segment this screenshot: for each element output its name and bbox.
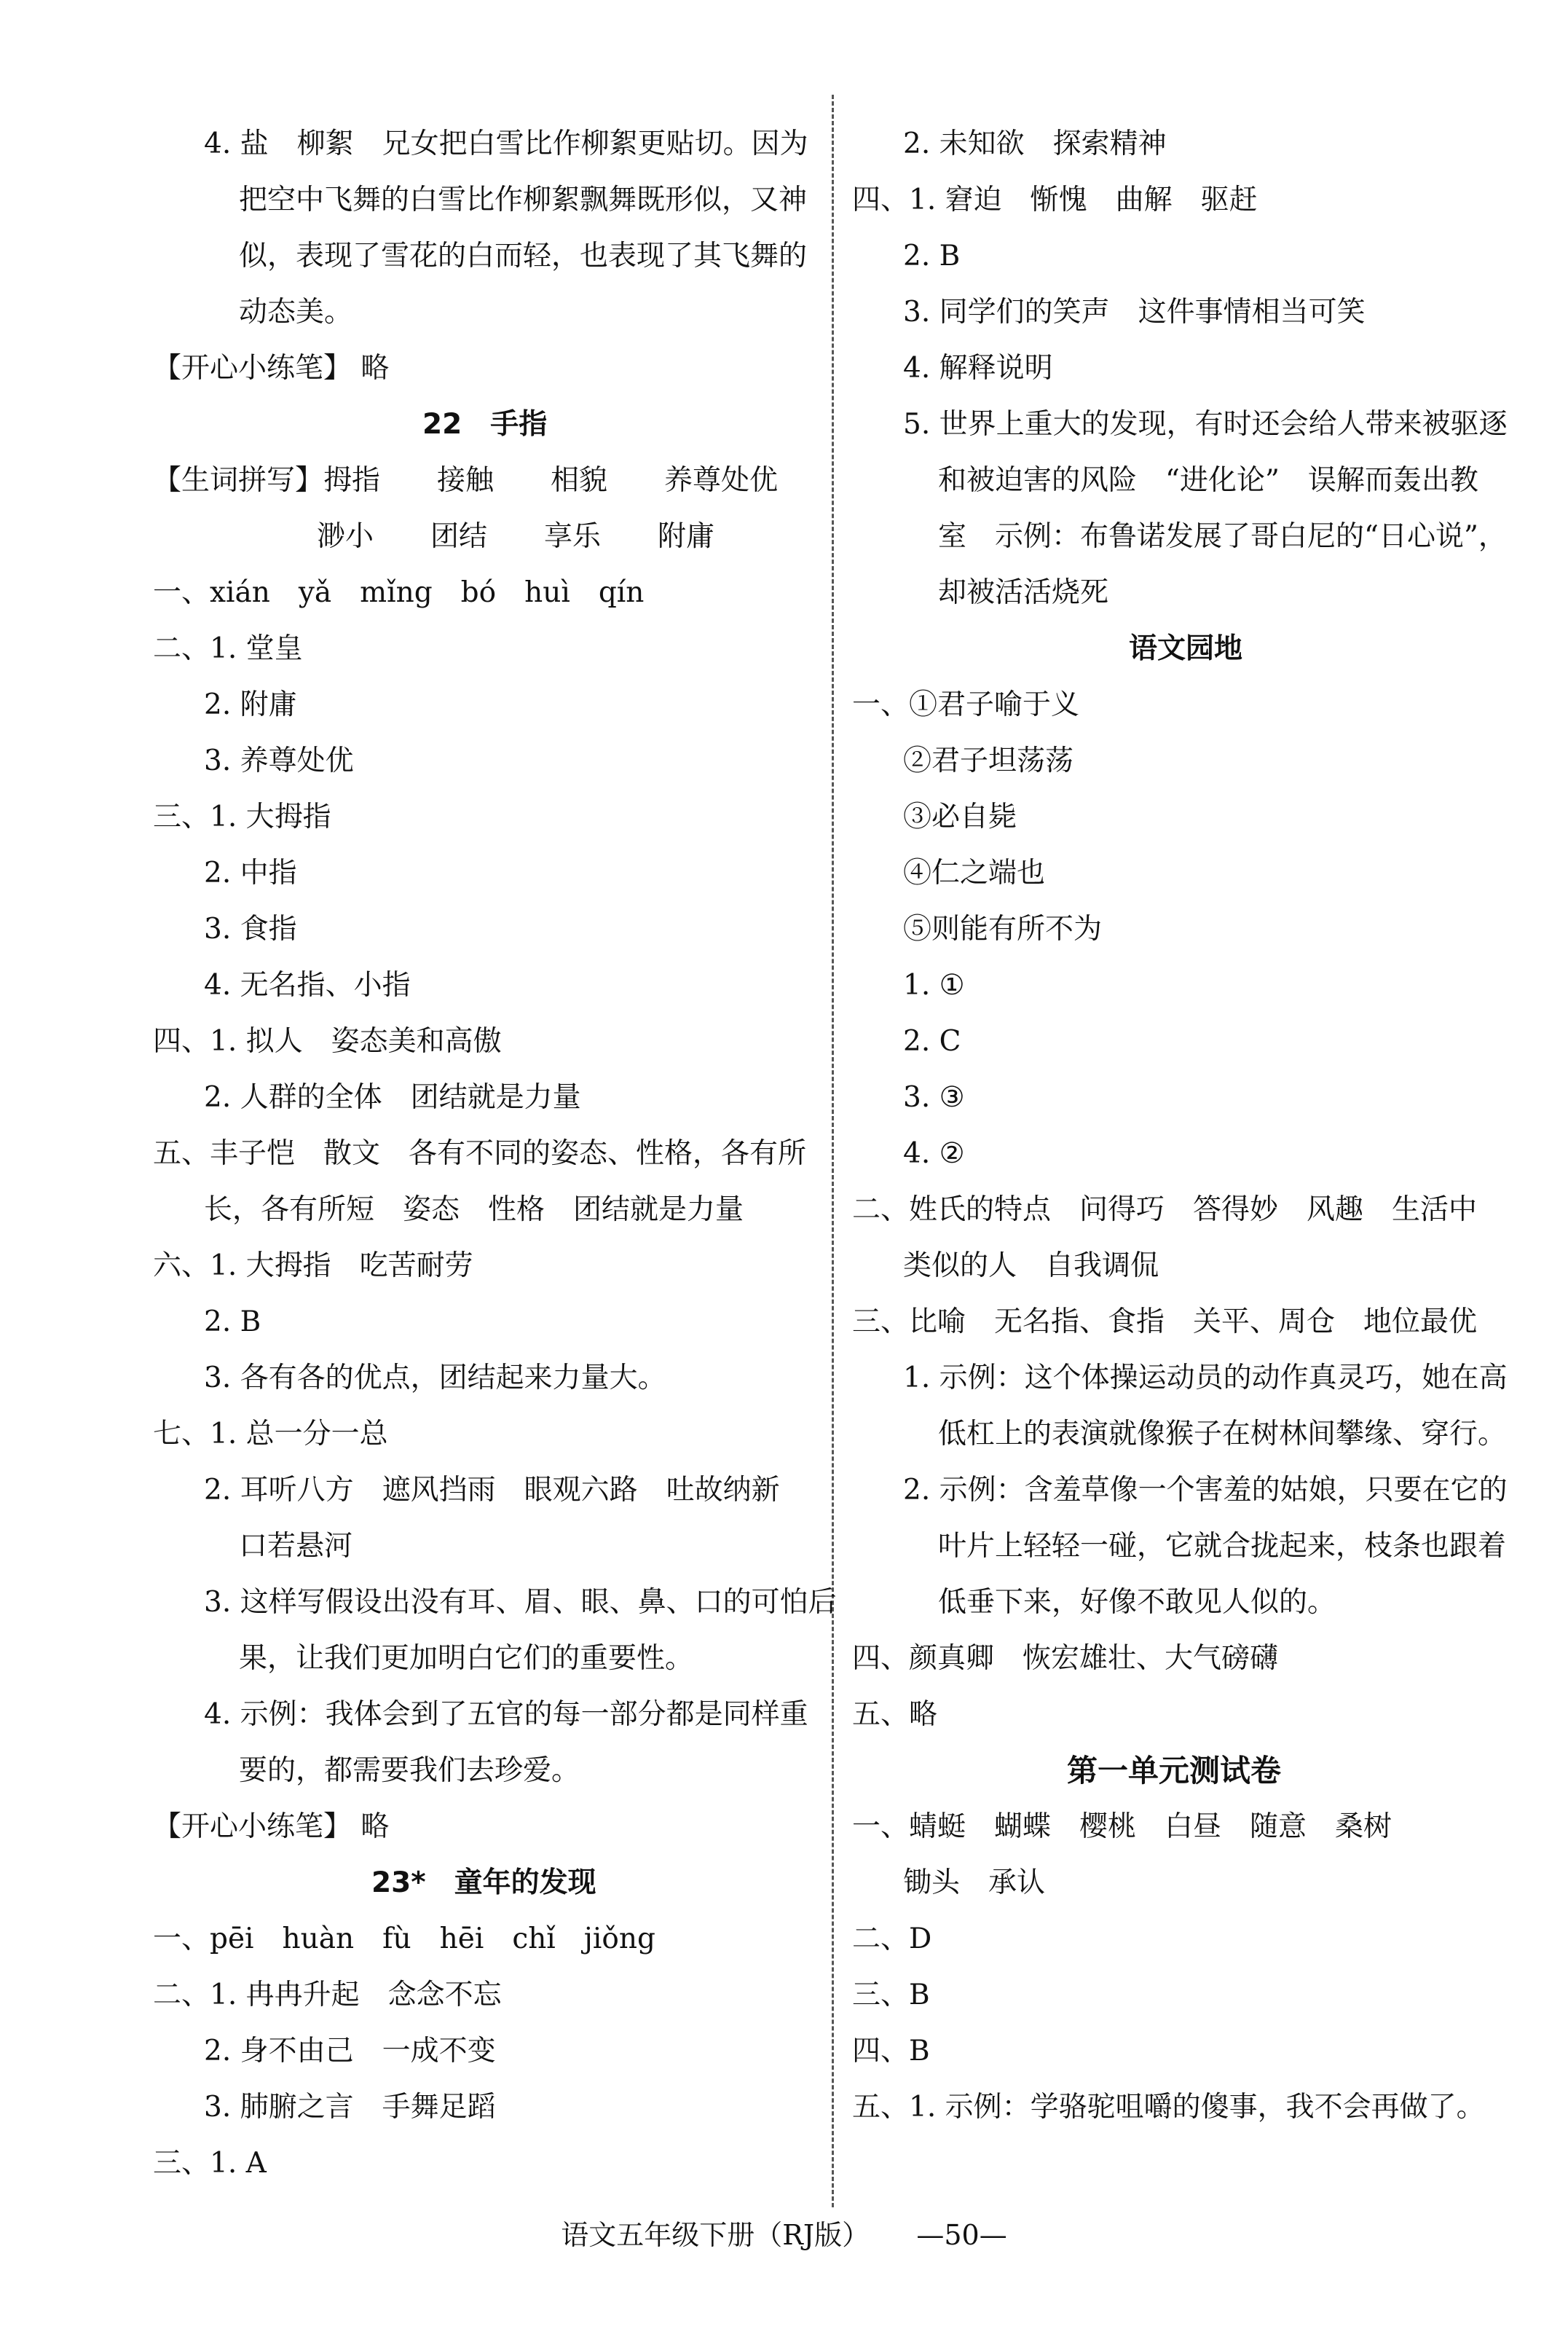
section-heading: 23* 童年的发现 bbox=[371, 1866, 596, 1899]
text-line: 2. C bbox=[903, 1025, 961, 1058]
text-line: 一、xián yǎ mǐng bó huì qín bbox=[153, 576, 645, 609]
text-line: 三、比喻 无名指、食指 关平、周仓 地位最优 bbox=[852, 1305, 1478, 1338]
text-line: 一、蜻蜓 蝴蝶 樱桃 白昼 随意 桑树 bbox=[852, 1810, 1392, 1843]
section-heading: 22 手指 bbox=[422, 408, 548, 441]
text-line: 锄头 承认 bbox=[903, 1866, 1046, 1899]
text-line: 二、1. 堂皇 bbox=[153, 632, 303, 665]
text-line: 二、D bbox=[852, 1922, 932, 1955]
text-line: 1. 示例：这个体操运动员的动作真灵巧，她在高 bbox=[903, 1362, 1508, 1394]
text-line: 三、1. A bbox=[153, 2147, 267, 2180]
text-line: 2. B bbox=[204, 1305, 261, 1338]
text-line: 一、①君子喻于义 bbox=[852, 688, 1080, 721]
text-line: 三、B bbox=[852, 1979, 930, 2011]
text-line: ④仁之端也 bbox=[903, 857, 1046, 889]
text-line: 五、1. 示例：学骆驼咀嚼的傻事，我不会再做了。 bbox=[852, 2091, 1485, 2124]
text-line: 4. 示例：我体会到了五官的每一部分都是同样重 bbox=[204, 1698, 808, 1731]
text-line: 3. 肺腑之言 手舞足蹈 bbox=[204, 2091, 496, 2124]
text-line: 五、略 bbox=[852, 1698, 938, 1731]
text-line: ⑤则能有所不为 bbox=[903, 913, 1103, 946]
text-line: 七、1. 总一分一总 bbox=[153, 1418, 388, 1450]
text-line: 3. 食指 bbox=[204, 913, 297, 946]
text-line: 却被活活烧死 bbox=[938, 576, 1109, 609]
page-footer bbox=[0, 2213, 1568, 2257]
text-line: 4. 盐 柳絮 兄女把白雪比作柳絮更贴切。因为 bbox=[204, 127, 808, 160]
text-line: 四、颜真卿 恢宏雄壮、大气磅礴 bbox=[852, 1642, 1279, 1675]
text-line: 5. 世界上重大的发现，有时还会给人带来被驱逐 bbox=[903, 408, 1508, 441]
text-line: 3. 养尊处优 bbox=[204, 745, 354, 777]
text-line: 低垂下来，好像不敢见人似的。 bbox=[938, 1586, 1336, 1619]
text-line: 四、1. 拟人 姿态美和高傲 bbox=[153, 1025, 502, 1058]
text-line: 类似的人 自我调侃 bbox=[903, 1249, 1159, 1282]
text-line: 4. ② bbox=[903, 1137, 965, 1170]
text-line: 【生词拼写】拇指 接触 相貌 养尊处优 bbox=[153, 464, 779, 497]
text-line: 要的，都需要我们去珍爱。 bbox=[239, 1754, 580, 1787]
text-line: 3. 同学们的笑声 这件事情相当可笑 bbox=[903, 296, 1366, 329]
text-line: 和被迫害的风险 “进化论” 误解而轰出教 bbox=[938, 464, 1478, 497]
text-line: 2. 耳听八方 遮风挡雨 眼观六路 吐故纳新 bbox=[204, 1474, 780, 1507]
text-line: 3. 这样写假设出没有耳、眉、眼、鼻、口的可怕后 bbox=[204, 1586, 837, 1619]
text-line: 3. ③ bbox=[903, 1081, 965, 1114]
text-line: 低杠上的表演就像猴子在树林间攀缘、穿行。 bbox=[938, 1418, 1507, 1450]
text-line: 2. 身不由己 一成不变 bbox=[204, 2035, 496, 2067]
text-line: 2. 中指 bbox=[204, 857, 297, 889]
text-line: 三、1. 大拇指 bbox=[153, 801, 331, 833]
text-line: 2. 未知欲 探索精神 bbox=[903, 127, 1167, 160]
text-line: 四、B bbox=[852, 2035, 930, 2067]
text-line: 1. ① bbox=[903, 969, 965, 1002]
text-line: 一、pēi huàn fù hēi chǐ jiǒng bbox=[153, 1922, 655, 1955]
text-line: 叶片上轻轻一碰，它就合拢起来，枝条也跟着 bbox=[938, 1530, 1507, 1563]
text-line: 2. 示例：含羞草像一个害羞的姑娘，只要在它的 bbox=[903, 1474, 1508, 1507]
section-heading: 第一单元测试卷 bbox=[1067, 1753, 1282, 1788]
text-line: 动态美。 bbox=[239, 296, 353, 329]
text-line: 【开心小练笔】 略 bbox=[153, 1810, 390, 1843]
text-line: 4. 无名指、小指 bbox=[204, 969, 411, 1002]
text-line: 二、姓氏的特点 问得巧 答得妙 风趣 生活中 bbox=[852, 1193, 1478, 1226]
text-line: 六、1. 大拇指 吃苦耐劳 bbox=[153, 1249, 473, 1282]
text-line: ②君子坦荡荡 bbox=[903, 745, 1074, 777]
text-line: 果，让我们更加明白它们的重要性。 bbox=[239, 1642, 694, 1675]
text-line: 室 示例：布鲁诺发展了哥白尼的“日心说”， bbox=[938, 520, 1507, 553]
text-line: 渺小 团结 享乐 附庸 bbox=[317, 520, 715, 553]
column-divider bbox=[832, 95, 834, 2207]
text-line: 五、丰子恺 散文 各有不同的姿态、性格，各有所 bbox=[153, 1137, 807, 1170]
text-line: ③必自毙 bbox=[903, 801, 1017, 833]
text-line: 3. 各有各的优点，团结起来力量大。 bbox=[204, 1362, 666, 1394]
text-line: 把空中飞舞的白雪比作柳絮飘舞既形似，又神 bbox=[239, 184, 808, 216]
section-heading: 语文园地 bbox=[1129, 632, 1243, 665]
page-number: —50— bbox=[916, 2219, 1007, 2251]
text-line: 2. B bbox=[903, 240, 961, 272]
text-line: 口若悬河 bbox=[239, 1530, 353, 1563]
text-line: 2. 人群的全体 团结就是力量 bbox=[204, 1081, 581, 1114]
text-line: 四、1. 窘迫 惭愧 曲解 驱赶 bbox=[852, 184, 1258, 216]
text-line: 4. 解释说明 bbox=[903, 352, 1053, 385]
text-line: 2. 附庸 bbox=[204, 688, 297, 721]
text-line: 长，各有所短 姿态 性格 团结就是力量 bbox=[204, 1193, 744, 1226]
text-line: 二、1. 冉冉升起 念念不忘 bbox=[153, 1979, 502, 2011]
text-line: 似，表现了雪花的白而轻，也表现了其飞舞的 bbox=[239, 240, 808, 272]
text-line: 【开心小练笔】 略 bbox=[153, 352, 390, 385]
footer-book-title: 语文五年级下册（RJ版） bbox=[561, 2219, 870, 2251]
